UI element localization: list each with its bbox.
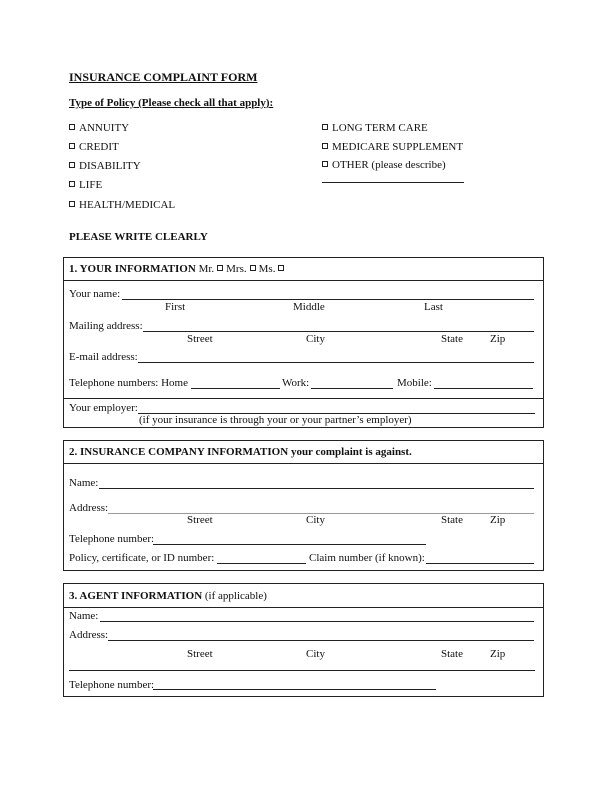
email-label: E-mail address: [69, 351, 138, 363]
checkbox-life[interactable]: LIFE [69, 179, 102, 191]
checkbox-ms[interactable] [278, 265, 284, 271]
other-describe-field[interactable] [322, 182, 464, 183]
employer-note: (if your insurance is through your or your partner’s employer) [139, 414, 412, 426]
section-agent-information [63, 583, 544, 697]
zip-caption: Zip [490, 648, 506, 660]
city-caption: City [306, 648, 325, 660]
email-field[interactable] [138, 362, 534, 363]
employer-label: Your employer: [69, 402, 138, 414]
checkbox-icon [69, 162, 75, 168]
company-address-label: Address: [69, 502, 109, 514]
checkbox-mrs[interactable] [250, 265, 256, 271]
company-name-label: Name: [69, 477, 99, 489]
divider [64, 280, 543, 281]
checkbox-icon [322, 161, 328, 167]
agent-telephone-field[interactable] [153, 689, 436, 690]
policy-number-field[interactable] [217, 563, 306, 564]
last-caption: Last [424, 301, 443, 313]
telephone-home-label: Telephone numbers: Home [69, 377, 188, 389]
street-caption: Street [187, 333, 213, 345]
checkbox-long-term-care[interactable]: LONG TERM CARE [322, 122, 428, 134]
write-clearly-notice: PLEASE WRITE CLEARLY [69, 231, 208, 243]
checkbox-icon [322, 124, 328, 130]
section3-header: 3. AGENT INFORMATION (if applicable) [69, 590, 267, 602]
checkbox-other[interactable]: OTHER (please describe) [322, 159, 446, 171]
checkbox-health-medical[interactable]: HEALTH/MEDICAL [69, 199, 175, 211]
state-caption: State [441, 514, 463, 526]
policy-number-label: Policy, certificate, or ID number: [69, 552, 215, 564]
state-caption: State [441, 648, 463, 660]
telephone-mobile-field[interactable] [434, 388, 533, 389]
checkbox-icon [69, 201, 75, 207]
claim-number-field[interactable] [426, 563, 534, 564]
state-caption: State [441, 333, 463, 345]
checkbox-icon [69, 124, 75, 130]
zip-caption: Zip [490, 333, 506, 345]
checkbox-annuity[interactable]: ANNUITY [69, 122, 129, 134]
checkbox-mr[interactable] [217, 265, 223, 271]
agent-address-field[interactable] [108, 640, 534, 641]
city-caption: City [306, 514, 325, 526]
zip-caption: Zip [490, 514, 506, 526]
section2-header: 2. INSURANCE COMPANY INFORMATION your complaint is against. [69, 446, 412, 458]
divider [64, 607, 543, 608]
mailing-address-label: Mailing address: [69, 320, 143, 332]
middle-caption: Middle [293, 301, 325, 313]
section1-header: 1. YOUR INFORMATION Mr. Mrs. Ms. [69, 263, 287, 275]
checkbox-medicare-supplement[interactable]: MEDICARE SUPPLEMENT [322, 141, 463, 153]
telephone-work-field[interactable] [311, 388, 393, 389]
checkbox-icon [322, 143, 328, 149]
divider [64, 463, 543, 464]
telephone-home-field[interactable] [191, 388, 280, 389]
mobile-label: Mobile: [397, 377, 432, 389]
checkbox-icon [69, 181, 75, 187]
first-caption: First [165, 301, 186, 313]
your-name-label: Your name: [69, 288, 121, 300]
agent-name-label: Name: [69, 610, 99, 622]
mailing-address-field[interactable] [143, 331, 534, 332]
agent-name-field[interactable] [100, 621, 534, 622]
agent-address-label: Address: [69, 629, 109, 641]
agent-telephone-label: Telephone number: [69, 679, 155, 691]
street-caption: Street [187, 514, 213, 526]
section-insurance-company [63, 440, 544, 571]
city-caption: City [306, 333, 325, 345]
checkbox-icon [69, 143, 75, 149]
section-your-information [63, 257, 544, 428]
claim-number-label: Claim number (if known): [309, 552, 425, 564]
agent-address-line-2[interactable] [69, 670, 535, 671]
divider [64, 398, 543, 399]
work-label: Work: [282, 377, 310, 389]
form-title: INSURANCE COMPLAINT FORM [69, 70, 258, 84]
company-name-field[interactable] [99, 488, 534, 489]
company-telephone-field[interactable] [153, 544, 426, 545]
policy-type-heading: Type of Policy (Please check all that apply): [69, 97, 274, 109]
checkbox-credit[interactable]: CREDIT [69, 141, 119, 153]
company-telephone-label: Telephone number: [69, 533, 155, 545]
your-name-field[interactable] [122, 299, 534, 300]
street-caption: Street [187, 648, 213, 660]
checkbox-disability[interactable]: DISABILITY [69, 160, 141, 172]
